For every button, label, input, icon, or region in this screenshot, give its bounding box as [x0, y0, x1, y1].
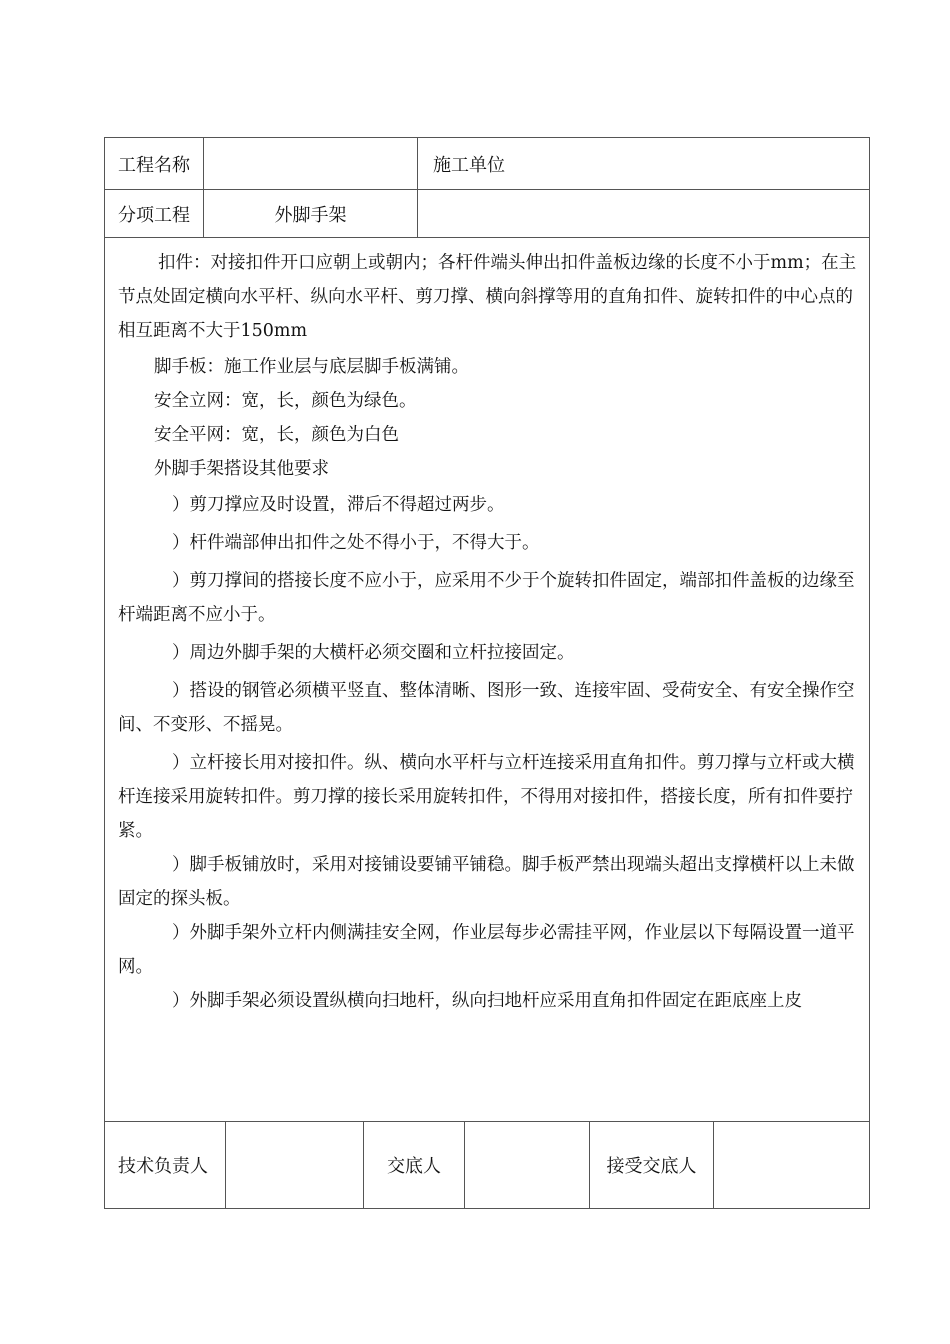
list-item: ）剪刀撑应及时设置，滞后不得超过两步。	[172, 495, 505, 515]
paragraph-fasteners: 扣件：对接扣件开口应朝上或朝内；各杆件端头伸出扣件盖板边缘的长度不小于mm；在主节点处固定横向水平杆、纵向水平杆、剪刀撑、横向斜撑等用的直角扣件、旋转扣件的中心点的相互距离不大于150mm	[118, 253, 857, 341]
construction-unit-label: 施工单位	[433, 154, 505, 176]
tech-lead-signature[interactable]	[226, 1122, 364, 1208]
list-item: ）剪刀撑间的搭接长度不应小于，应采用不少于个旋转扣件固定，端部扣件盖板的边缘至杆端距离不应小于。	[118, 571, 855, 625]
disclosure-content	[105, 238, 869, 1122]
header-row-1	[105, 138, 869, 190]
list-item: ）杆件端部伸出扣件之处不得小于，不得大于。	[172, 533, 540, 553]
presenter-signature[interactable]	[465, 1122, 590, 1208]
header-row-2	[105, 190, 869, 238]
list-item: ）周边外脚手架的大横杆必须交圈和立杆拉接固定。	[172, 643, 575, 663]
paragraph-safety-vertical-net: 安全立网：宽，长，颜色为绿色。	[154, 391, 417, 411]
disclosure-form	[104, 137, 870, 1209]
paragraph-other-requirements: 外脚手架搭设其他要求	[154, 459, 329, 479]
list-item: ）外脚手架外立杆内侧满挂安全网，作业层每步必需挂平网，作业层以下每隔设置一道平网。	[118, 923, 855, 977]
receiver-signature[interactable]	[714, 1122, 869, 1208]
content-text	[118, 246, 857, 1018]
paragraph-scaffold-boards: 脚手板：施工作业层与底层脚手板满铺。	[154, 357, 469, 377]
list-item: ）外脚手架必须设置纵横向扫地杆，纵向扫地杆应采用直角扣件固定在距底座上皮	[172, 991, 802, 1011]
subproject-value: 外脚手架	[204, 190, 418, 237]
presenter-label: 交底人	[364, 1122, 465, 1208]
list-item: ）立杆接长用对接扣件。纵、横向水平杆与立杆连接采用直角扣件。剪刀撑与立杆或大横杆连接采用旋转扣件。剪刀撑的接长采用旋转扣件，不得用对接扣件，搭接长度，所有扣件要拧紧。	[118, 753, 855, 841]
subproject-label: 分项工程	[105, 190, 204, 237]
project-name-label: 工程名称	[105, 138, 204, 189]
construction-unit-value[interactable]	[418, 190, 869, 237]
list-item: ）脚手板铺放时，采用对接铺设要铺平铺稳。脚手板严禁出现端头超出支撑横杆以上未做固定的探头板。	[118, 855, 855, 909]
list-item: ）搭设的钢管必须横平竖直、整体清晰、图形一致、连接牢固、受荷安全、有安全操作空间、不变形、不摇晃。	[118, 681, 855, 735]
paragraph-safety-flat-net: 安全平网：宽，长，颜色为白色	[154, 425, 399, 445]
tech-lead-label: 技术负责人	[105, 1122, 226, 1208]
project-name-value[interactable]	[204, 138, 418, 189]
receiver-label: 接受交底人	[590, 1122, 714, 1208]
signature-row	[105, 1122, 869, 1208]
